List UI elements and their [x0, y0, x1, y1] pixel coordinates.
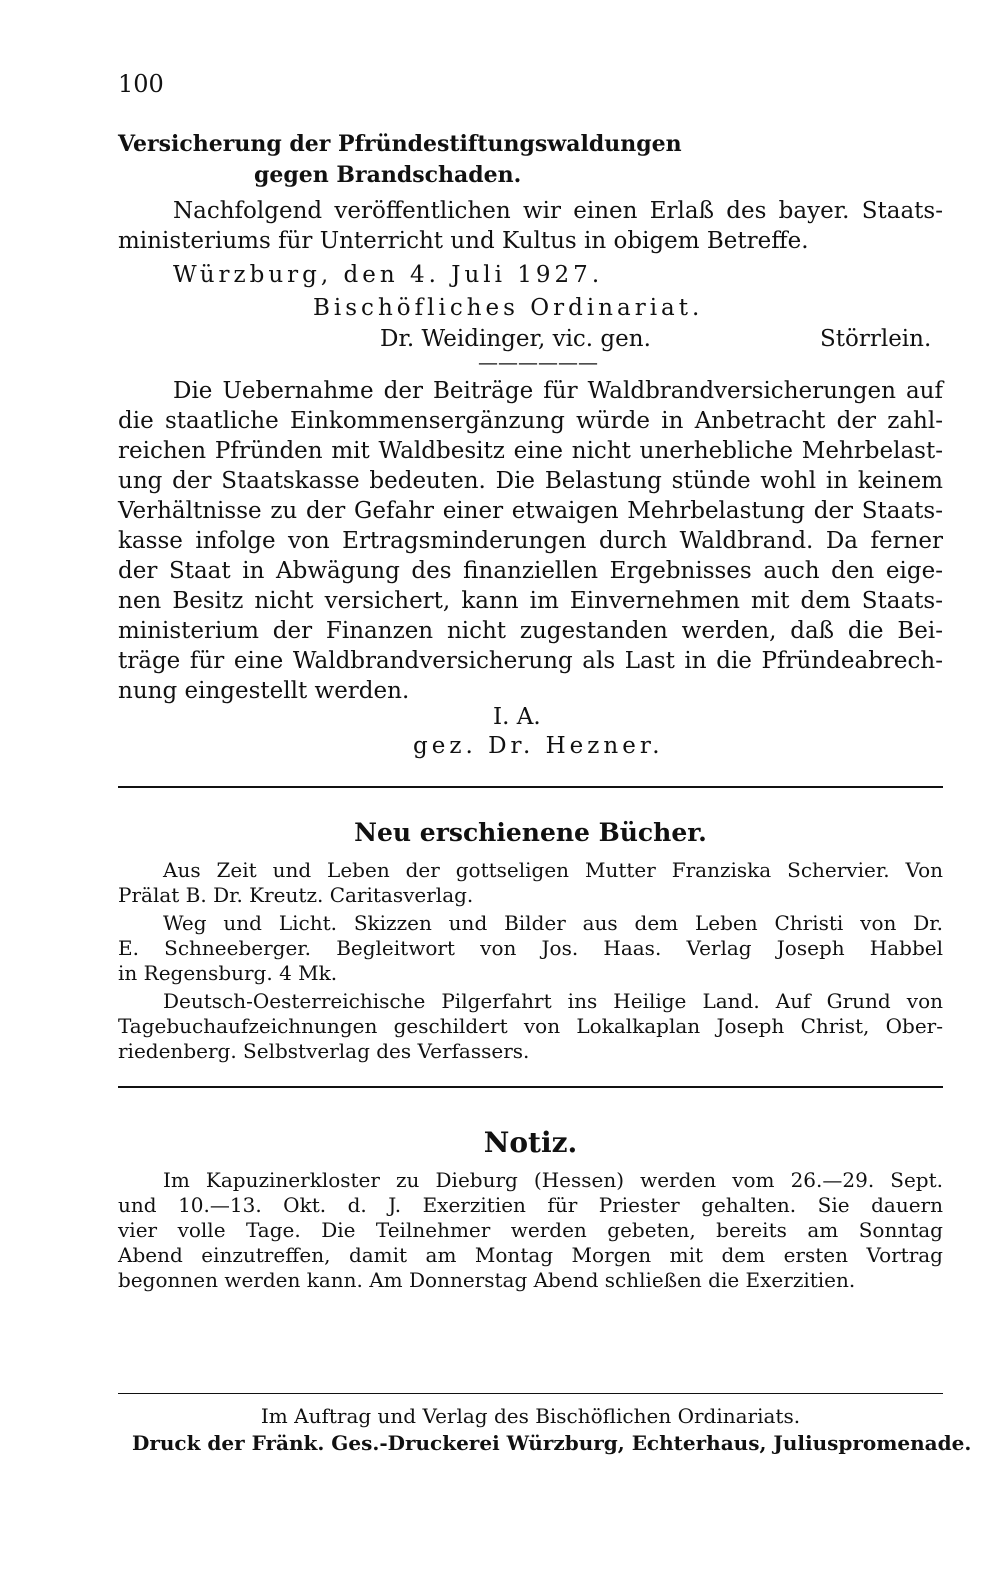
body-line: träge für eine Waldbrandversicherung als Last in die Pfründeabrech- [118, 648, 943, 674]
body-line: Die Uebernahme der Beiträge für Waldbrandversicherungen auf [173, 378, 943, 404]
book-entry-line: riedenberg. Selbstverlag des Verfassers. [118, 1039, 530, 1063]
book-entry-line: E. Schneeberger. Begleitwort von Jos. Haas. Verlag Joseph Habbel [118, 936, 943, 960]
body-line: Verhältnisse zu der Gefahr einer etwaigen Mehrbelastung der Staats- [118, 498, 943, 524]
body-line: nen Besitz nicht versichert, kann im Einvernehmen mit dem Staats- [118, 588, 943, 614]
book-entry-1-text: Aus Zeit und Leben der gottseligen Mutter Franziska Schervier. Von [163, 858, 943, 882]
signed-by: gez. Dr. Hezner. [413, 733, 664, 759]
article-title-line2: gegen Brandschaden. [254, 162, 522, 188]
notice-heading: Notiz. [483, 1126, 578, 1159]
section-divider [118, 786, 943, 788]
book-entry-line: in Regensburg. 4 Mk. [118, 961, 338, 985]
notice-line: Abend einzutreffen, damit am Montag Morgen mit dem ersten Vortrag [118, 1243, 943, 1267]
book-entry-line [163, 858, 943, 882]
notice-line: Im Kapuzinerkloster zu Dieburg (Hessen) werden vom 26.—29. Sept. [163, 1168, 943, 1192]
footer-line2: Druck der Fränk. Ges.-Druckerei Würzburg, Echterhaus, Juliuspromenade. [132, 1431, 972, 1455]
body-line: ministerium der Finanzen nicht zugestanden werden, daß die Bei- [118, 618, 943, 644]
body-line: kasse infolge von Ertragsminderungen durch Waldbrand. Da ferner [118, 528, 943, 554]
signature-right: Störrlein. [820, 326, 932, 352]
separator: —————— [478, 350, 598, 374]
section-divider [118, 1086, 943, 1088]
notice-line: und 10.—13. Okt. d. J. Exerzitien für Priester gehalten. Sie dauern [118, 1193, 943, 1217]
place-date: Würzburg, den 4. Juli 1927. [173, 262, 604, 288]
page-number: 100 [118, 70, 164, 98]
body-line: reichen Pfründen mit Waldbesitz eine nicht unerhebliche Mehrbelast- [118, 438, 943, 464]
footer-line1: Im Auftrag und Verlag des Bischöflichen Ordinariats. [260, 1404, 801, 1428]
intro-line2: ministeriums für Unterricht und Kultus in obigem Betreffe. [118, 228, 809, 254]
books-heading: Neu erschienene Bücher. [354, 818, 707, 847]
book-entry-line: Weg und Licht. Skizzen und Bilder aus dem Leben Christi von Dr. [163, 911, 943, 935]
body-line-last: nung eingestellt werden. [118, 678, 410, 704]
ia-mark: I. A. [493, 704, 541, 730]
book-entry-line: Deutsch-Oesterreichische Pilgerfahrt ins Heilige Land. Auf Grund von [163, 989, 943, 1013]
intro-line1: Nachfolgend veröffentlichen wir einen Erlaß des bayer. Staats- [173, 198, 943, 224]
notice-line: vier volle Tage. Die Teilnehmer werden gebeten, bereits am Sonntag [118, 1218, 943, 1242]
book-entry-line: Prälat B. Dr. Kreutz. Caritasverlag. [118, 883, 474, 907]
body-line: ung der Staatskasse bedeuten. Die Belastung stünde wohl in keinem [118, 468, 943, 494]
article-title-line1: Versicherung der Pfründestiftungswaldungen [118, 131, 682, 157]
book-entry-line: Tagebuchaufzeichnungen geschildert von Lokalkaplan Joseph Christ, Ober- [118, 1014, 943, 1038]
signature-left: Dr. Weidinger, vic. gen. [380, 326, 651, 352]
body-line: die staatliche Einkommensergänzung würde in Anbetracht der zahl- [118, 408, 943, 434]
body-line: der Staat in Abwägung des finanziellen Ergebnisses auch den eige- [118, 558, 943, 584]
office-name: Bischöfliches Ordinariat. [313, 295, 704, 321]
footer-divider [118, 1393, 943, 1394]
notice-line-last: begonnen werden kann. Am Donnerstag Abend schließen die Exerzitien. [118, 1268, 856, 1292]
